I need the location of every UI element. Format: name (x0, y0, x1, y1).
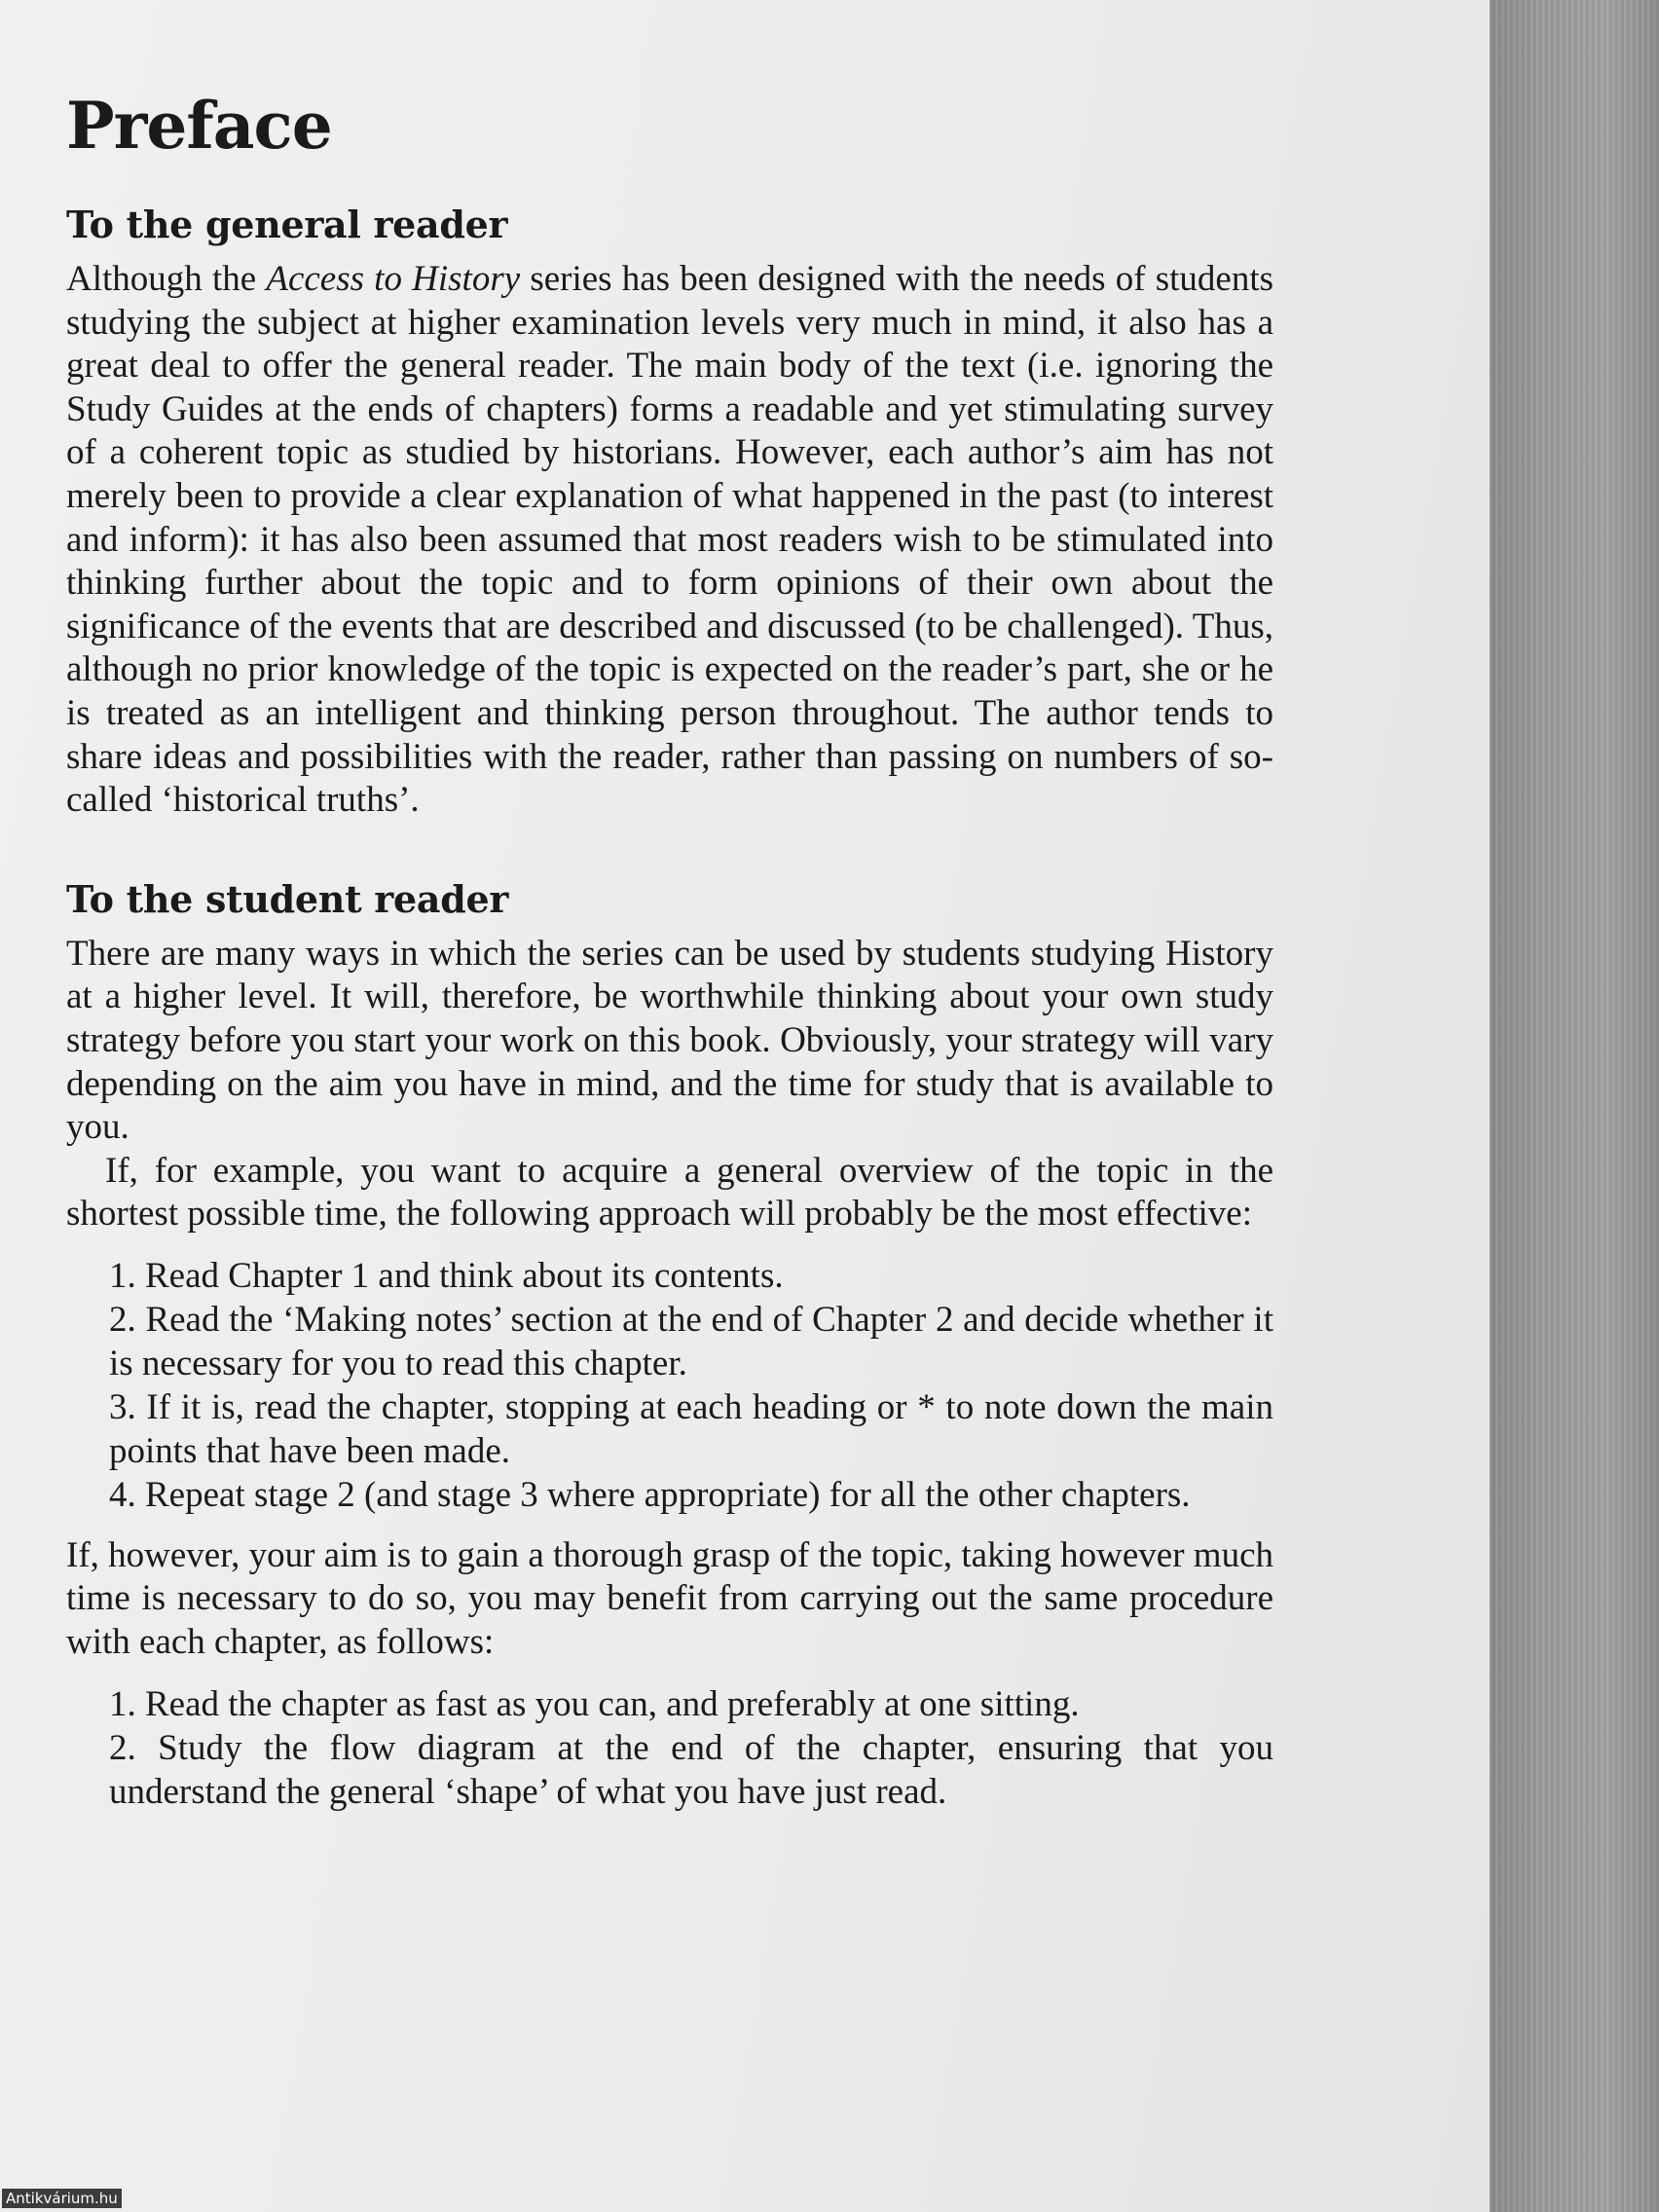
list-item: 4. Repeat stage 2 (and stage 3 where appropriate) for all the other chapters. (109, 1474, 1191, 1515)
student-paragraph-1: There are many ways in which the series can be used by students studying History at a higher level. It will, therefore, be worthwhile thinking about your own study strategy before you start your work on this book. Obviously, your strategy will vary depending on the aim you have in mind, and the time for study that is available to you. (66, 933, 1273, 1148)
section-spacer (66, 823, 1273, 877)
list-item: 2. Study the flow diagram at the end of the chapter, ensuring that you understand the general ‘shape’ of what you have just read. (109, 1727, 1273, 1812)
thorough-steps-list (109, 1682, 1273, 1814)
general-reader-paragraph (66, 258, 1273, 823)
paragraph-text-start: Although the (66, 259, 267, 299)
facing-page-shadow (1490, 0, 1659, 2212)
page-content (66, 88, 1273, 1831)
list-item: 2. Read the ‘Making notes’ section at the end of Chapter 2 and decide whether it is necessary for you to read this chapter. (109, 1299, 1273, 1383)
section-heading-general-reader: To the general reader (66, 203, 508, 246)
page-title: Preface (66, 88, 332, 164)
series-title: Access to History (266, 259, 521, 299)
watermark-logo: Antikvárium.hu (2, 2189, 122, 2208)
paragraph-text-rest: series has been designed with the needs of students studying the subject at higher examination levels very much in mind, it also has a great deal to offer the general reader. The main body of the text (i.e. ignoring the Study Guides at the ends of chapters) forms a readable and yet stimulating survey of a coherent topic as studied by historians. However, each author’s aim has not merely been to provide a clear explanation of what happened in the past (to interest and inform): it has also been assumed that most readers wish to be stimulated into thinking further about the topic and to form opinions of their own about the significance of the events that are described and discussed (to be challenged). Thus, although no prior knowledge of the topic is expected on the reader’s part, she or he is treated as an intelligent and thinking person throughout. The author tends to share ideas and possibilities with the reader, rather than passing on numbers of so-called ‘historical truths’. (66, 259, 1274, 821)
student-paragraph-3: If, however, your aim is to gain a thorough grasp of the topic, taking however much time is necessary to do so, you may benefit from carrying out the same procedure with each chapter, as follows: (66, 1534, 1273, 1663)
student-paragraph-2: If, for example, you want to acquire a general overview of the topic in the shortest possible time, the following approach will probably be the most effective: (66, 1150, 1273, 1235)
section-heading-student-reader: To the student reader (66, 876, 509, 921)
list-item: 1. Read the chapter as fast as you can, and preferably at one sitting. (109, 1683, 1080, 1724)
list-item: 1. Read Chapter 1 and think about its contents. (109, 1255, 784, 1296)
list-item: 3. If it is, read the chapter, stopping at each heading or * to note down the main points that have been made. (109, 1386, 1273, 1471)
overview-steps-list (109, 1254, 1273, 1517)
